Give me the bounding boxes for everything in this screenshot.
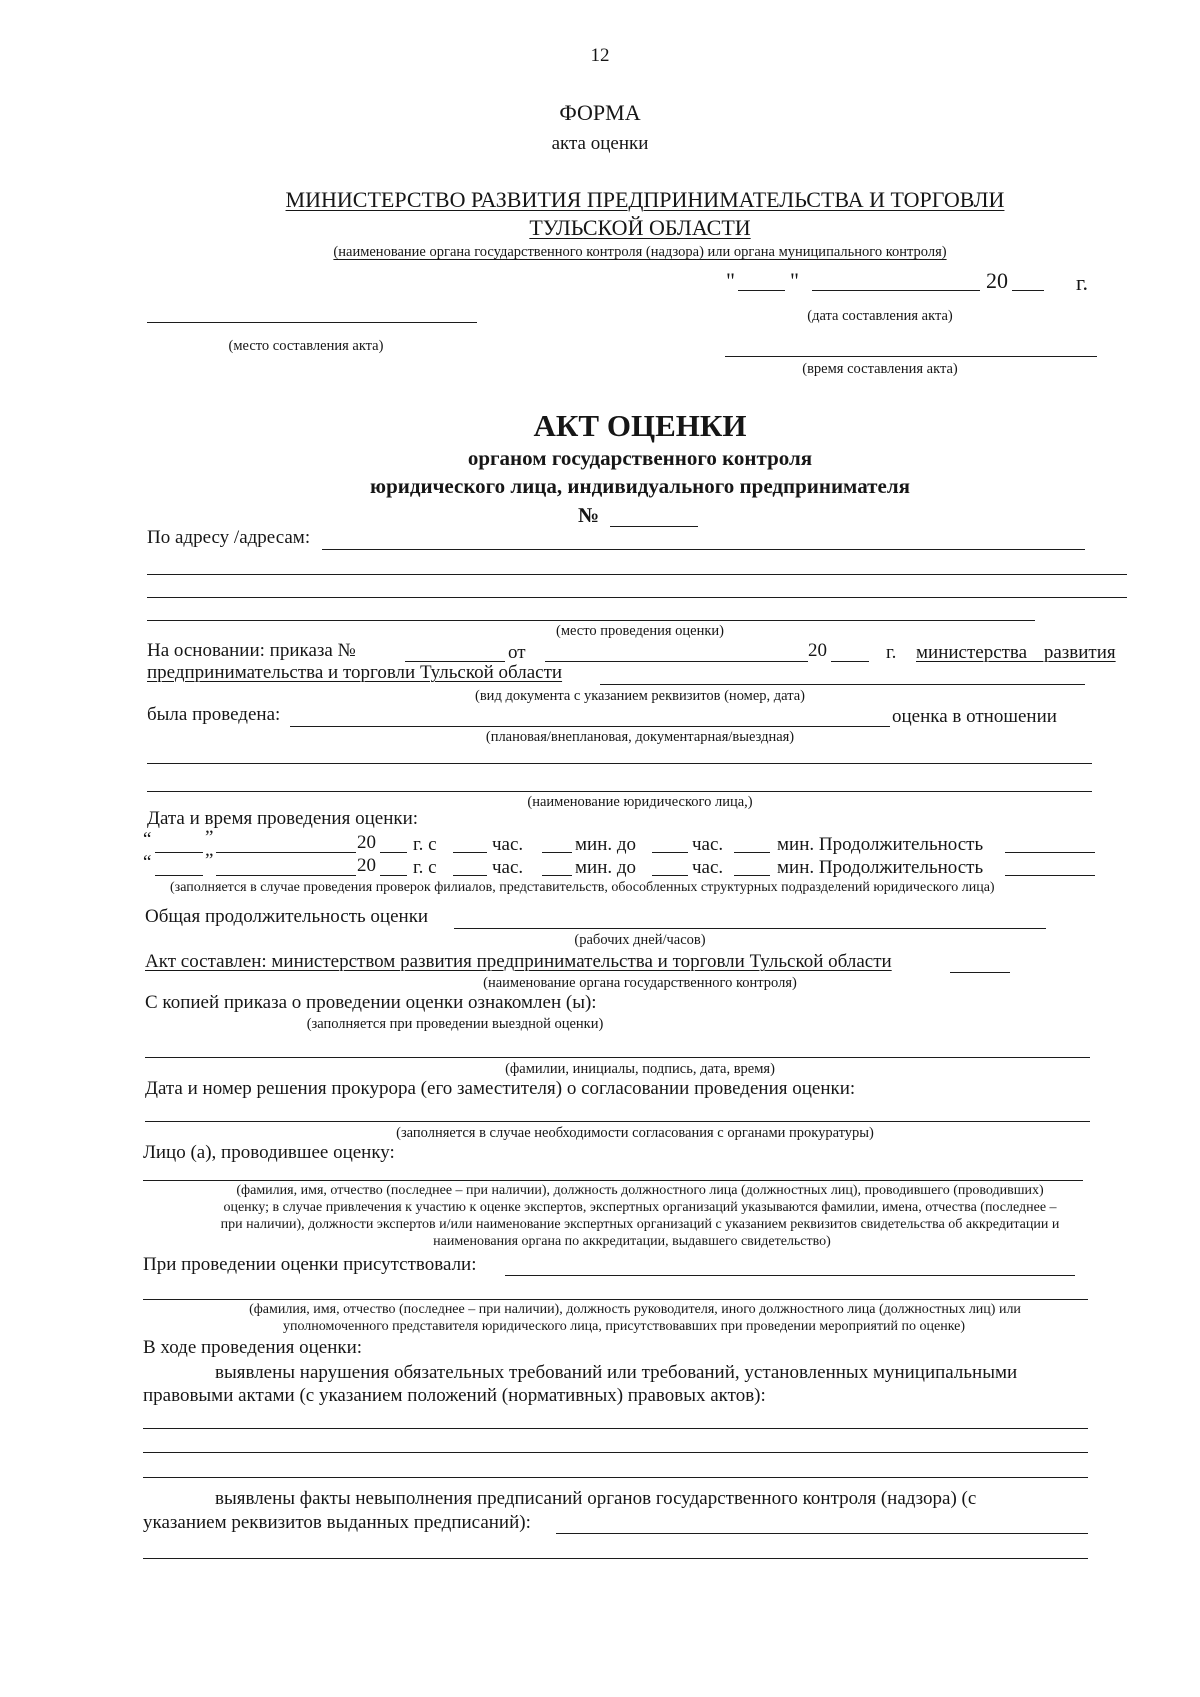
conducted-suffix: оценка в отношении xyxy=(892,706,1057,727)
prosecutor-field[interactable] xyxy=(145,1121,1090,1122)
row1-min-from-field[interactable] xyxy=(542,852,572,853)
form-title: ФОРМА xyxy=(559,100,641,125)
basis-caption: (вид документа с указанием реквизитов (номер, дата) xyxy=(475,688,805,704)
row1-year-prefix: 20 xyxy=(357,832,376,853)
inspector-caption-2: оценку; в случае привлечения к участию к оценке экспертов, экспертных организаций указываются фамилии, имена, отчества (последнее – xyxy=(223,1200,1057,1215)
row2-quote-close: ” xyxy=(205,850,214,871)
row2-duration-field[interactable] xyxy=(1005,875,1095,876)
compiled-by-field-tail[interactable] xyxy=(950,972,1010,973)
row2-minutes: мин. Продолжительность xyxy=(777,857,984,878)
conducted-caption: (плановая/внеплановая, документарная/выездная) xyxy=(485,729,795,745)
inspector-caption-3: при наличии), должности экспертов и/или наименование экспертных организаций с указанием реквизитов свидетельства об аккредитации и xyxy=(220,1217,1060,1232)
datetime-caption: (заполняется в случае проведения проверок филиалов, представительств, обособленных структурных подразделений юридического лица) xyxy=(170,880,995,895)
row2-month-field[interactable] xyxy=(216,875,356,876)
row2-min-to-field[interactable] xyxy=(734,875,770,876)
row1-min-to-field[interactable] xyxy=(734,852,770,853)
row2-quote-open: “ xyxy=(143,852,152,873)
date-quote-open: " xyxy=(726,268,735,293)
row2-min-to: мин. до xyxy=(575,857,637,878)
act-number-sign: № xyxy=(578,503,600,527)
date-year-suffix: г. xyxy=(1076,270,1089,295)
row1-quote-open: “ xyxy=(143,829,152,850)
prosecutor-caption: (заполняется в случае необходимости согласования с органами прокуратуры) xyxy=(396,1125,874,1141)
row2-hours: час. xyxy=(492,857,524,878)
violations-field-2[interactable] xyxy=(143,1452,1088,1453)
place-field[interactable] xyxy=(147,322,477,323)
time-caption: (время составления акта) xyxy=(802,361,958,377)
row2-day-field[interactable] xyxy=(155,875,203,876)
nonfulfillment-line-2: указанием реквизитов выданных предписаний): xyxy=(143,1512,531,1533)
inspector-caption-1: (фамилия, имя, отчество (последнее – при наличии), должность должностного лица (должностных лиц), проводившего (проводивших) xyxy=(236,1183,1044,1198)
row1-quote-close: ” xyxy=(205,827,214,848)
basis-field-tail[interactable] xyxy=(600,684,1085,685)
inspector-field[interactable] xyxy=(143,1180,1083,1181)
address-field-4[interactable] xyxy=(147,620,1035,621)
row1-minutes: мин. Продолжительность xyxy=(777,834,984,855)
date-caption: (дата составления акта) xyxy=(807,308,953,324)
basis-ministry-2: предпринимательства и торговли Тульской области xyxy=(147,662,563,683)
row2-hour-to-field[interactable] xyxy=(652,875,688,876)
compiled-by-text: Акт составлен: министерством развития предпринимательства и торговли Тульской области xyxy=(145,951,892,972)
basis-year-suffix: г. xyxy=(886,642,897,663)
nonfulfillment-line-1: выявлены факты невыполнения предписаний органов государственного контроля (надзора) (с xyxy=(215,1488,977,1509)
total-duration-label: Общая продолжительность оценки xyxy=(145,906,429,927)
row2-hours-2: час. xyxy=(692,857,724,878)
row2-min-from-field[interactable] xyxy=(542,875,572,876)
nonfulfillment-field-2[interactable] xyxy=(143,1558,1088,1559)
address-field-2[interactable] xyxy=(147,574,1127,575)
compiled-by-caption: (наименование органа государственного контроля) xyxy=(483,975,797,991)
entity-field-1[interactable] xyxy=(147,763,1092,764)
copy-ack-caption-bottom: (фамилии, инициалы, подпись, дата, время) xyxy=(505,1061,775,1077)
address-label: По адресу /адресам: xyxy=(147,527,311,548)
authority-name-line1: МИНИСТЕРСТВО РАЗВИТИЯ ПРЕДПРИНИМАТЕЛЬСТВА И ТОРГОВЛИ xyxy=(285,187,1005,212)
attendees-label: При проведении оценки присутствовали: xyxy=(143,1254,477,1275)
nonfulfillment-field-1[interactable] xyxy=(556,1533,1088,1534)
basis-year-prefix: 20 xyxy=(808,640,827,661)
address-field-1[interactable] xyxy=(322,549,1085,550)
violations-field-3[interactable] xyxy=(143,1477,1088,1478)
act-title: АКТ ОЦЕНКИ xyxy=(533,408,747,443)
row1-duration-field[interactable] xyxy=(1005,852,1095,853)
findings-label: В ходе проведения оценки: xyxy=(143,1337,363,1358)
copy-ack-caption-top: (заполняется при проведении выездной оценки) xyxy=(306,1016,604,1032)
row2-year-field[interactable] xyxy=(380,875,407,876)
day-field[interactable] xyxy=(738,290,785,291)
conducted-type-field[interactable] xyxy=(290,726,890,727)
page-number: 12 xyxy=(590,45,610,66)
attendees-caption-1: (фамилия, имя, отчество (последнее – при наличии), должность руководителя, иного должностного лица (должностных лиц) или xyxy=(249,1302,1021,1317)
basis-from: от xyxy=(508,642,526,663)
row1-day-field[interactable] xyxy=(155,852,203,853)
entity-caption: (наименование юридического лица,) xyxy=(527,794,753,810)
time-field[interactable] xyxy=(725,356,1097,357)
act-subtitle-1: органом государственного контроля xyxy=(467,446,813,470)
datetime-label: Дата и время проведения оценки: xyxy=(147,808,419,829)
conducted-label: была проведена: xyxy=(147,704,281,725)
violations-line-1: выявлены нарушения обязательных требований или требований, установленных муниципальными xyxy=(215,1362,1018,1383)
copy-ack-label: С копией приказа о проведении оценки ознакомлен (ы): xyxy=(145,992,597,1013)
row1-from: г. с xyxy=(413,834,437,855)
row2-hour-from-field[interactable] xyxy=(453,875,487,876)
basis-label: На основании: приказа № xyxy=(147,640,356,661)
attendees-field-1[interactable] xyxy=(505,1275,1075,1276)
inspector-label: Лицо (а), проводившее оценку: xyxy=(143,1142,395,1163)
order-year-field[interactable] xyxy=(831,661,869,662)
prosecutor-label: Дата и номер решения прокурора (его заместителя) о согласовании проведения оценки: xyxy=(145,1078,856,1099)
authority-name-line2: ТУЛЬСКОЙ ОБЛАСТИ xyxy=(529,215,751,240)
attendees-field-2[interactable] xyxy=(143,1299,1088,1300)
row2-from: г. с xyxy=(413,857,437,878)
authority-caption: (наименование органа государственного контроля (надзора) или органа муниципального контроля) xyxy=(333,244,947,260)
total-duration-field[interactable] xyxy=(454,928,1046,929)
date-quote-close: " xyxy=(790,268,799,293)
date-year-prefix: 20 xyxy=(986,268,1008,293)
month-field[interactable] xyxy=(812,290,980,291)
address-caption: (место проведения оценки) xyxy=(556,623,724,639)
row1-hour-to-field[interactable] xyxy=(652,852,688,853)
place-caption: (место составления акта) xyxy=(228,338,384,354)
row1-hours: час. xyxy=(492,834,524,855)
row1-hours-2: час. xyxy=(692,834,724,855)
violations-field-1[interactable] xyxy=(143,1428,1088,1429)
row1-year-field[interactable] xyxy=(380,852,407,853)
row2-year-prefix: 20 xyxy=(357,855,376,876)
row1-hour-from-field[interactable] xyxy=(453,852,487,853)
violations-line-2: правовыми актами (с указанием положений (нормативных) правовых актов): xyxy=(143,1385,766,1406)
inspector-caption-4: наименования органа по аккредитации, выдавшего свидетельство) xyxy=(433,1234,831,1249)
entity-field-2[interactable] xyxy=(147,791,1092,792)
basis-ministry-1: министерства развития xyxy=(916,642,1116,663)
order-date-field[interactable] xyxy=(545,661,808,662)
act-subtitle-2: юридического лица, индивидуального предпринимателя xyxy=(370,474,910,498)
year-field[interactable] xyxy=(1012,290,1044,291)
copy-ack-field[interactable] xyxy=(145,1057,1090,1058)
total-duration-caption: (рабочих дней/часов) xyxy=(574,932,706,948)
form-subtitle: акта оценки xyxy=(551,133,649,154)
attendees-caption-2: уполномоченного представителя юридического лица, присутствовавших при проведении мероприятий по оценке) xyxy=(282,1319,966,1334)
address-field-3[interactable] xyxy=(147,597,1127,598)
act-number-field[interactable] xyxy=(610,526,698,527)
row1-month-field[interactable] xyxy=(216,852,356,853)
row1-min-to: мин. до xyxy=(575,834,637,855)
